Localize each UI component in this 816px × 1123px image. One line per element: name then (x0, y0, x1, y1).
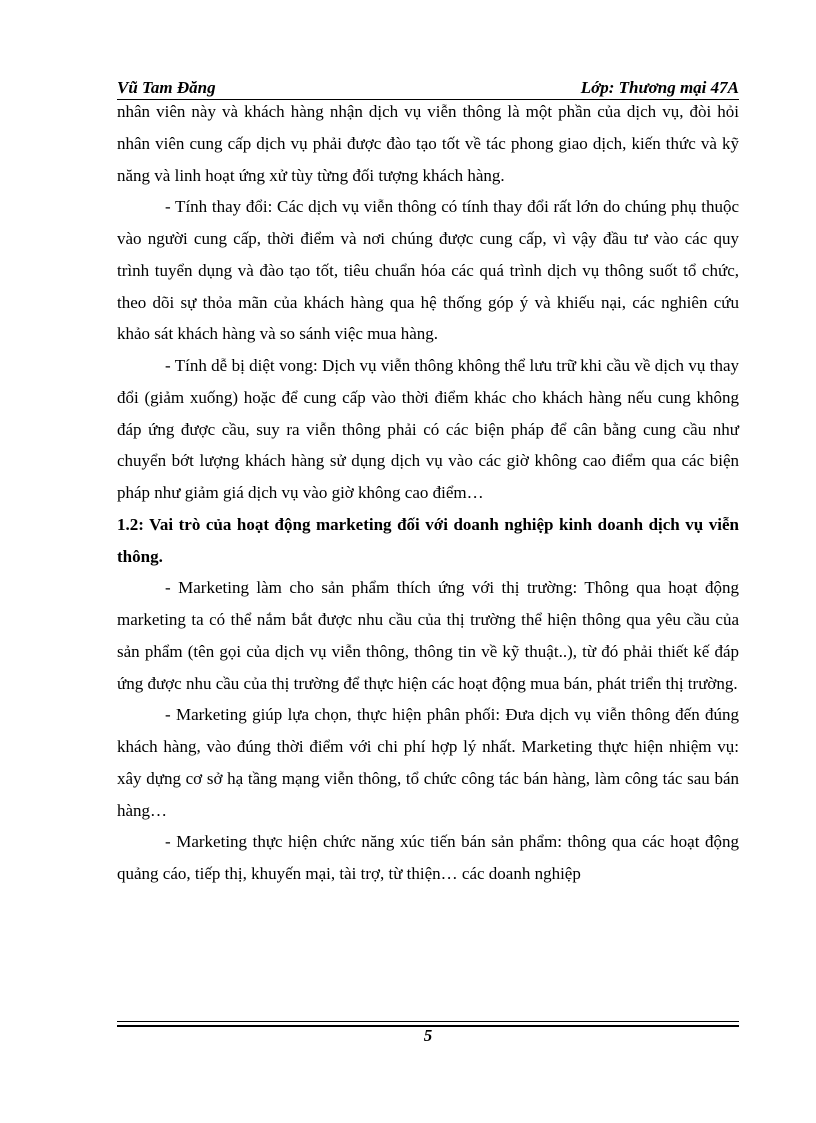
header-class: Lớp: Thương mại 47A (580, 78, 739, 97)
paragraph-tinh-de-bi-diet-vong: - Tính dễ bị diệt vong: Dịch vụ viễn thông không thể lưu trữ khi cầu về dịch vụ thay đổi (giảm xuống) hoặc để cung cấp vào thời điểm khác cho khách hàng nếu cung không đáp ứng được cầu, suy ra viễn thông phải có các biện pháp để cân bằng cung cầu như chuyển bớt lượng khách hàng sử dụng dịch vụ vào các giờ không cao điểm qua các biện pháp như giảm giá dịch vụ vào giờ không cao điểm… (117, 356, 739, 502)
paragraph-tinh-thay-doi: - Tính thay đổi: Các dịch vụ viễn thông có tính thay đổi rất lớn do chúng phụ thuộc vào người cung cấp, thời điểm và nơi chúng được cung cấp, vì vậy đầu tư vào các quy trình tuyển dụng và đào tạo tốt, tiêu chuẩn hóa các quá trình dịch vụ thông suốt tổ chức, theo dõi sự thỏa mãn của khách hàng qua hệ thống góp ý và khiếu nại, các nghiên cứu khảo sát khách hàng và so sánh việc mua hàng. (117, 197, 739, 344)
document-body (117, 96, 739, 890)
header-author: Vũ Tam Đăng (117, 78, 216, 97)
section-heading: 1.2: Vai trò của hoạt động marketing đối với doanh nghiệp kinh doanh dịch vụ viễn thông. (117, 514, 739, 566)
paragraph-thich-ung-thi-truong: - Marketing làm cho sản phẩm thích ứng với thị trường: Thông qua hoạt động marketing ta có thể nắm bắt được nhu cầu của thị trường thể hiện thông qua yêu cầu của sản phẩm (tên gọi của dịch vụ viễn thông, thông tin về kỹ thuật..), từ đó phải thiết kế đáp ứng được nhu cầu của thị trường để thực hiện các hoạt động mua bán, phát triển thị trường. (117, 578, 739, 693)
page-number: 5 (423, 1026, 433, 1045)
paragraph-phan-phoi: - Marketing giúp lựa chọn, thực hiện phân phối: Đưa dịch vụ viễn thông đến đúng khách hàng, vào đúng thời điểm với chi phí hợp lý nhất. Marketing thực hiện nhiệm vụ: xây dựng cơ sở hạ tầng mạng viễn thông, tổ chức công tác bán hàng, làm công tác sau bán hàng… (117, 705, 739, 820)
footer-rule-thin (117, 1021, 739, 1022)
paragraph-continuation: nhân viên này và khách hàng nhận dịch vụ viễn thông là một phần của dịch vụ, đòi hỏi nhân viên cung cấp dịch vụ phải được đào tạo tốt về tác phong giao dịch, kiến thức và kỹ năng và linh hoạt ứng xử tùy từng đối tượng khách hàng. (117, 102, 739, 185)
paragraph-xuc-tien-ban: - Marketing thực hiện chức năng xúc tiến bán sản phẩm: thông qua các hoạt động quảng cáo, tiếp thị, khuyến mại, tài trợ, từ thiện… các doanh nghiệp (117, 832, 739, 883)
